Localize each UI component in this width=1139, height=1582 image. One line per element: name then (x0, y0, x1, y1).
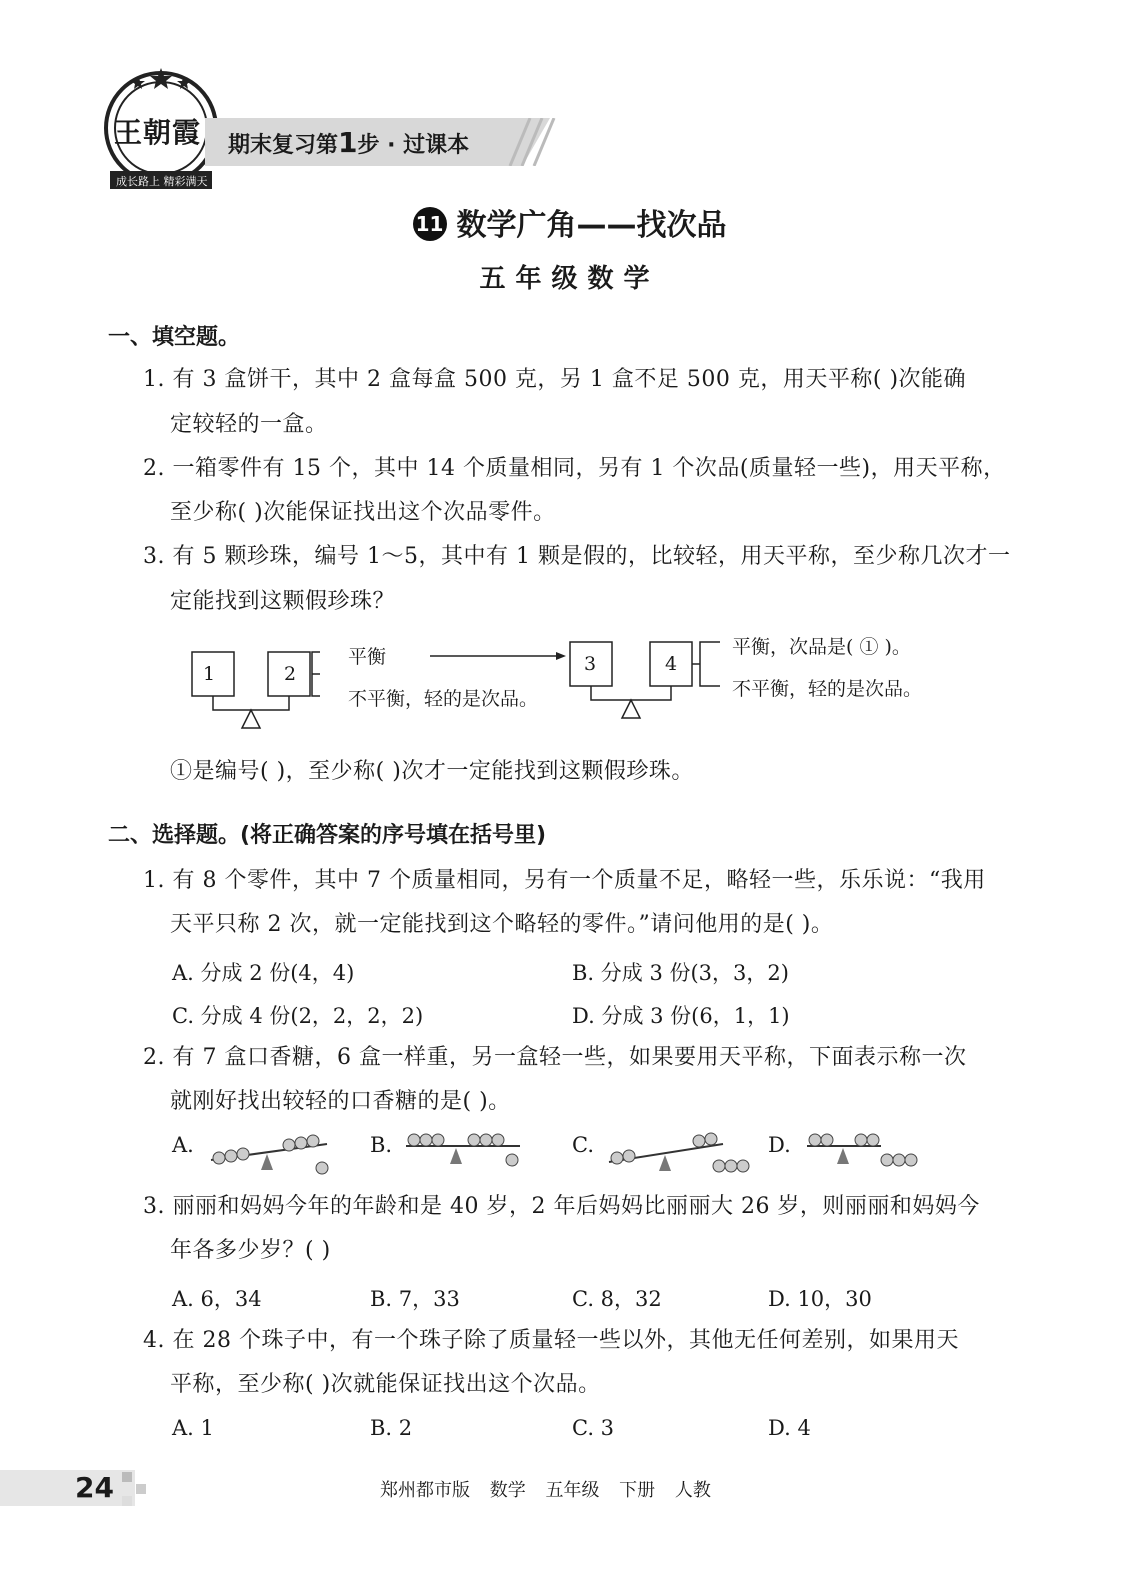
s2-q2-option-d: D. (768, 1133, 791, 1157)
banner-pre: 期末复习第 (228, 133, 339, 158)
section-2-heading: 二、选择题。(将正确答案的序号填在括号里) (108, 823, 547, 848)
banner-stripes (500, 118, 560, 170)
banner-post: 步 · 过课本 (357, 133, 470, 158)
box-4-label: 4 (665, 653, 678, 675)
s2-q4-line1: 4. 在 28 个珠子中，有一个珠子除了质量轻一些以外，其他无任何差别，如果用天 (143, 1328, 959, 1353)
option-a-balance-icon (205, 1128, 335, 1182)
balance-result-2: 平衡，次品是( ① )。 (732, 636, 911, 658)
s1-q3-fill: ①是编号( )，至少称( )次才一定能找到这颗假珍珠。 (170, 759, 694, 784)
page-title (0, 200, 1139, 244)
s2-q4-line2: 平称，至少称( )次就能保证找出这个次品。 (170, 1372, 601, 1397)
s1-q2-line2: 至少称( )次能保证找出这个次品零件。 (170, 500, 556, 525)
s2-q4-option-a: A. 1 (172, 1416, 214, 1440)
box-1-label: 1 (203, 663, 216, 685)
box-3-label: 3 (584, 653, 597, 675)
s2-q3-option-a: A. 6，34 (172, 1287, 262, 1311)
s2-q3-option-d: D. 10，30 (768, 1287, 872, 1311)
s2-q2-option-b: B. (370, 1133, 393, 1157)
s1-q3-line2: 定能找到这颗假珍珠？ (170, 589, 396, 614)
footer-squares-icon (122, 1472, 152, 1510)
s2-q1-option-b: B. 分成 3 份(3，3，2) (572, 961, 789, 985)
s2-q2-option-c: C. (572, 1133, 594, 1157)
option-c-balance-icon (605, 1128, 755, 1182)
s2-q4-option-c: C. 3 (572, 1416, 615, 1440)
s2-q2-line2: 就刚好找出较轻的口香糖的是( )。 (170, 1089, 511, 1114)
s2-q2-option-a: A. (172, 1133, 194, 1157)
s1-q1-line2: 定较轻的一盒。 (170, 412, 328, 437)
footer-bar (0, 1470, 135, 1506)
s2-q1-line1: 1. 有 8 个零件，其中 7 个质量相同，另有一个质量不足，略轻一些，乐乐说：“我用 (143, 868, 986, 893)
s2-q3-line1: 3. 丽丽和妈妈今年的年龄和是 40 岁，2 年后妈妈比丽丽大 26 岁，则丽丽和妈妈今 (143, 1194, 980, 1219)
page-number: 24 (75, 1471, 114, 1504)
s2-q1-line2: 天平只称 2 次，就一定能找到这个略轻的零件。”请问他用的是( )。 (170, 912, 834, 937)
s2-q1-option-a: A. 分成 2 份(4，4) (172, 961, 355, 985)
section-1-heading: 一、填空题。 (108, 325, 241, 350)
unbalance-result-2: 不平衡，轻的是次品。 (732, 678, 923, 700)
page-subtitle: 五年级数学 (479, 264, 660, 294)
s2-q1-option-c: C. 分成 4 份(2，2，2，2) (172, 1004, 424, 1028)
banner-label (228, 126, 469, 159)
s2-q1-option-d: D. 分成 3 份(6，1，1) (572, 1004, 790, 1028)
s1-q1-line1: 1. 有 3 盒饼干，其中 2 盒每盒 500 克，另 1 盒不足 500 克，用天平称( )次能确 (143, 367, 967, 392)
s2-q3-line2: 年各多少岁？( ) (170, 1238, 331, 1263)
lesson-number: 11 (413, 207, 447, 241)
s1-q2-line1: 2. 一箱零件有 15 个，其中 14 个质量相同，另有 1 个次品(质量轻一些)，用天平称， (143, 456, 1006, 481)
unbalance-result-1: 不平衡，轻的是次品。 (348, 688, 539, 710)
banner-step-number: 1 (338, 126, 358, 159)
balance-result-1: 平衡 (348, 646, 387, 668)
logo-text: 王朝霞 (114, 116, 202, 149)
s2-q4-option-d: D. 4 (768, 1416, 811, 1440)
option-b-balance-icon (402, 1128, 532, 1182)
s1-q3-line1: 3. 有 5 颗珍珠，编号 1～5，其中有 1 颗是假的，比较轻，用天平称，至少称几次才一 (143, 544, 1011, 569)
s2-q3-option-b: B. 7，33 (370, 1287, 460, 1311)
weighing-diagram (180, 630, 980, 740)
title-text: 数学广角——找次品 (456, 208, 727, 243)
box-2-label: 2 (284, 663, 297, 685)
s2-q4-option-b: B. 2 (370, 1416, 413, 1440)
s2-q3-option-c: C. 8，32 (572, 1287, 662, 1311)
footer-edition: 郑州都市版 数学 五年级 下册 人教 (380, 1480, 711, 1501)
s2-q2-line1: 2. 有 7 盒口香糖，6 盒一样重，另一盒轻一些，如果要用天平称，下面表示称一次 (143, 1045, 967, 1070)
option-d-balance-icon (803, 1128, 933, 1182)
publisher-logo (100, 66, 222, 198)
logo-slogan: 成长路上 精彩满天 (116, 175, 208, 188)
